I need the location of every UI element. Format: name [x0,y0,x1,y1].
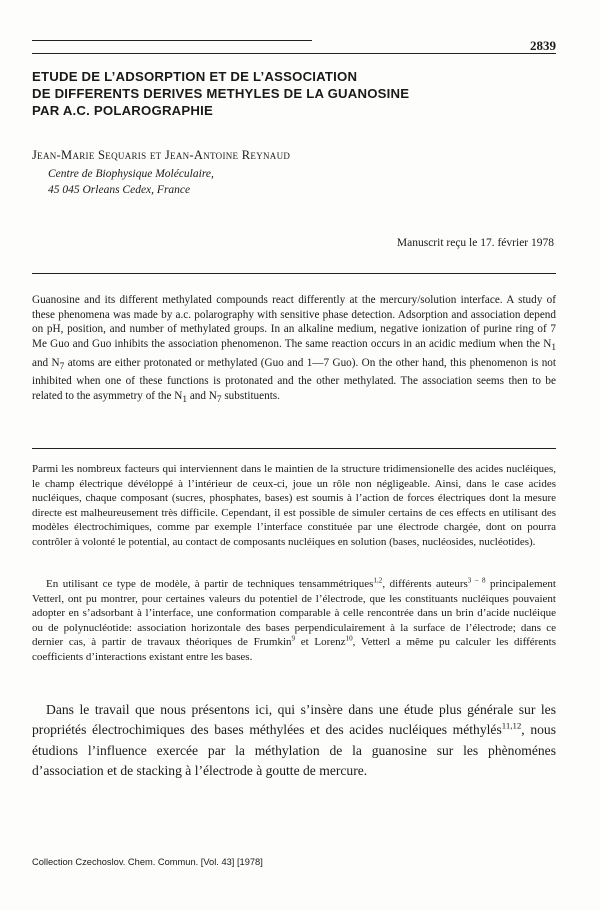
abstract-text-5: substituents. [221,390,280,403]
body-paragraph-1: Parmi les nombreux facteurs qui interviennent dans le maintien de la structure tridimensionelle des acides nucléiques, le champ électrique dévéloppé à l’intérieur de ceux-ci, joue un rôle non négligeable. Ainsi, dans le case acides nucléiques, chaque composant (sucres, phosphates, bases) est soumis à l’action de forces électriques dont la mesure directe est malheureusement très difficile. Cependant, il est possible de simuler certains de ces effects en utilisant des modèles électrochimiques, comme par exemple l’interface constituée par une électrode chargée, dont on pourra contrôler à volonté le potential, au contact de composants nucléiques en solution (bases, nucléosides, nucléotides). [32,463,556,548]
subscript: 7 [216,395,222,406]
footer-citation: Collection Czechoslov. Chem. Commun. [Vol. 43] [1978] [32,857,263,867]
affiliation-line-1: Centre de Biophysique Moléculaire, [48,168,214,180]
p2-text-b: , différents auteurs [382,578,468,590]
citation-superscript: 1,2 [373,576,383,585]
authors: Jean-Marie Sequaris et Jean-Antoine Reynaud [32,148,291,162]
abstract-text-4: and N [187,390,217,403]
subscript: 1 [551,343,556,354]
citation-superscript: 11,12 [501,720,522,731]
subscript: 1 [182,395,188,406]
title-line-2: DE DIFFERENTS DERIVES METHYLES DE LA GUANOSINE [32,86,410,101]
affiliation [48,166,214,198]
abstract-text-2: and N [32,356,60,369]
subscript: 7 [59,361,65,372]
p2-text-a: En utilisant ce type de modèle, à partir de techniques tensammétriques [46,578,374,590]
p2-text-d: et Lorenz [295,636,346,649]
abstract-bottom-rule [32,448,556,449]
citation-superscript: 10 [345,634,353,643]
received-date: Manuscrit reçu le 17. février 1978 [396,237,554,249]
header-rule-short [32,40,312,41]
affiliation-line-2: 45 045 Orleans Cedex, France [48,184,191,196]
page-number: 2839 [530,38,556,53]
title-line-3: PAR A.C. POLAROGRAPHIE [32,103,213,118]
abstract-top-rule [32,273,556,274]
citation-superscript: 9 [291,634,296,643]
p3-text-b: , nous étudions l’influence exercée par la méthylation de la guanosine sur les phènoménes d’association et de stacking à l’électrode à goutte de mercure. [32,722,556,779]
p2-text-c: principalement Vetterl, ont pu montrer, pour certaines valeurs du potentiel de l’électrode, que les constituants nucléiques pouvaient adopter en s’adsorbant à l’interface, une conformation comparable à celle rencontrée dans un brin d’acide nucléique ou de polynucléotide: association horizontale des bases perpendiculairement à la surface de l’électrode; dans ce dernier cas, à partir de travaux théoriques de Frumkin [32,578,556,649]
article-title [32,68,572,119]
p2-text-e: , Vetterl a même pu calculer les différents coefficients d’interactions existant entre les bases. [32,636,556,663]
title-line-1: ETUDE DE L’ADSORPTION ET DE L’ASSOCIATION [32,69,358,84]
body-paragraph-2 [32,577,556,665]
body-paragraph-3 [32,700,556,782]
header-rule [32,53,556,54]
citation-superscript: 3 – 8 [467,576,486,585]
p3-text-a: Dans le travail que nous présentons ici, qui s’insère dans une étude plus générale sur les propriétés électrochimiques des bases méthylées et des acides nucléiques méthylés [32,702,556,738]
abstract-text-3: atoms are either protonated or methylated (Guo and 1—7 Guo). On the other hand, this phenomenon is not inhibited when one of these functions is protonated and the other methylated. The association seems then to be related to the asymmetry of the N [32,356,557,403]
abstract [32,293,556,408]
abstract-text-1: Guanosine and its different methylated compounds react differently at the mercury/solution interface. A study of these phenomena was made by a.c. polarography with sensitive phase detection. Adsorption and association depend on pH, position, and number of methylated groups. In an alkaline medium, negative ionization of purine ring of 7 Me Guo and Guo inhibits the association phenomenon. The same reaction occurs in an acidic medium when the N [32,294,556,350]
